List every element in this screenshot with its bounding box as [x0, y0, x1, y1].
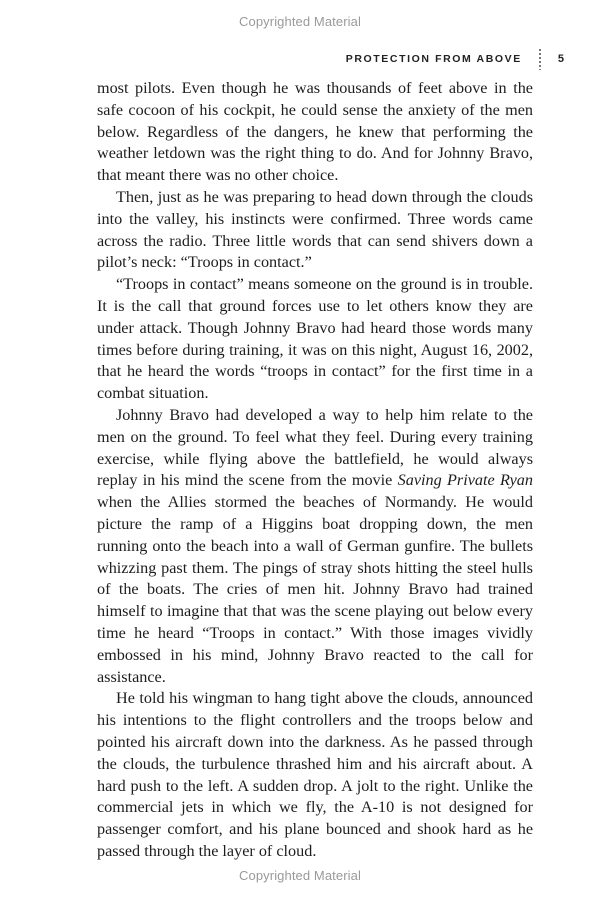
paragraph-4 — [97, 405, 533, 688]
running-title: PROTECTION FROM ABOVE — [345, 53, 522, 65]
paragraph-4-text-b: when the Allies stormed the beaches of Normandy. He would picture the ramp of a Higgins boat dropping down, the men running onto the beach into a wall of German gunfire. The bullets whizzing past them. The pings of stray shots hitting the steel hulls of the boats. The cries of men hit. Johnny Bravo had trained himself to imagine that that was the scene playing out below every time he heard “Troops in contact.” With those images vividly embossed in his mind, Johnny Bravo reacted to the call for assistance. — [97, 493, 533, 686]
dotted-divider — [538, 48, 542, 70]
page-number: 5 — [557, 53, 564, 65]
running-head — [346, 48, 564, 70]
watermark-bottom: Copyrighted Material — [239, 868, 361, 883]
paragraph-2: Then, just as he was preparing to head down through the clouds into the valley, his instincts were confirmed. Three words came across the radio. Three little words that can send shivers down a pilot’s neck: “Troops in contact.” — [97, 187, 533, 272]
watermark-top: Copyrighted Material — [239, 14, 361, 29]
paragraph-4-text-a: Johnny Bravo had developed a way to help him relate to the men on the ground. To feel what they feel. During every training exercise, while flying above the battlefield, he would always replay in his mind the scene from the movie — [97, 405, 533, 490]
paragraph-5: He told his wingman to hang tight above the clouds, announced his intentions to the flight controllers and the troops below and pointed his aircraft down into the darkness. As he passed through the clouds, the turbulence thrashed him and his aircraft about. A hard push to the left. A sudden drop. A jolt to the right. Unlike the commercial jets in which we fly, the A-10 is not designed for passenger comfort, and his plane bounced and shook hard as he passed through the layer of cloud. — [97, 689, 533, 860]
paragraph-3: “Troops in contact” means someone on the ground is in trouble. It is the call that ground forces use to let others know they are under attack. Though Johnny Bravo had heard those words many times before during training, it was on this night, August 16, 2002, that he heard the words “troops in contact” for the first time in a combat situation. — [97, 275, 533, 403]
movie-title: Saving Private Ryan — [397, 471, 533, 490]
body-text — [97, 78, 533, 863]
paragraph-1: most pilots. Even though he was thousands of feet above in the safe cocoon of his cockpit, he could sense the anxiety of the men below. Regardless of the dangers, he knew that performing the weather letdown was the right thing to do. And for Johnny Bravo, that meant there was no other choice. — [97, 79, 533, 185]
